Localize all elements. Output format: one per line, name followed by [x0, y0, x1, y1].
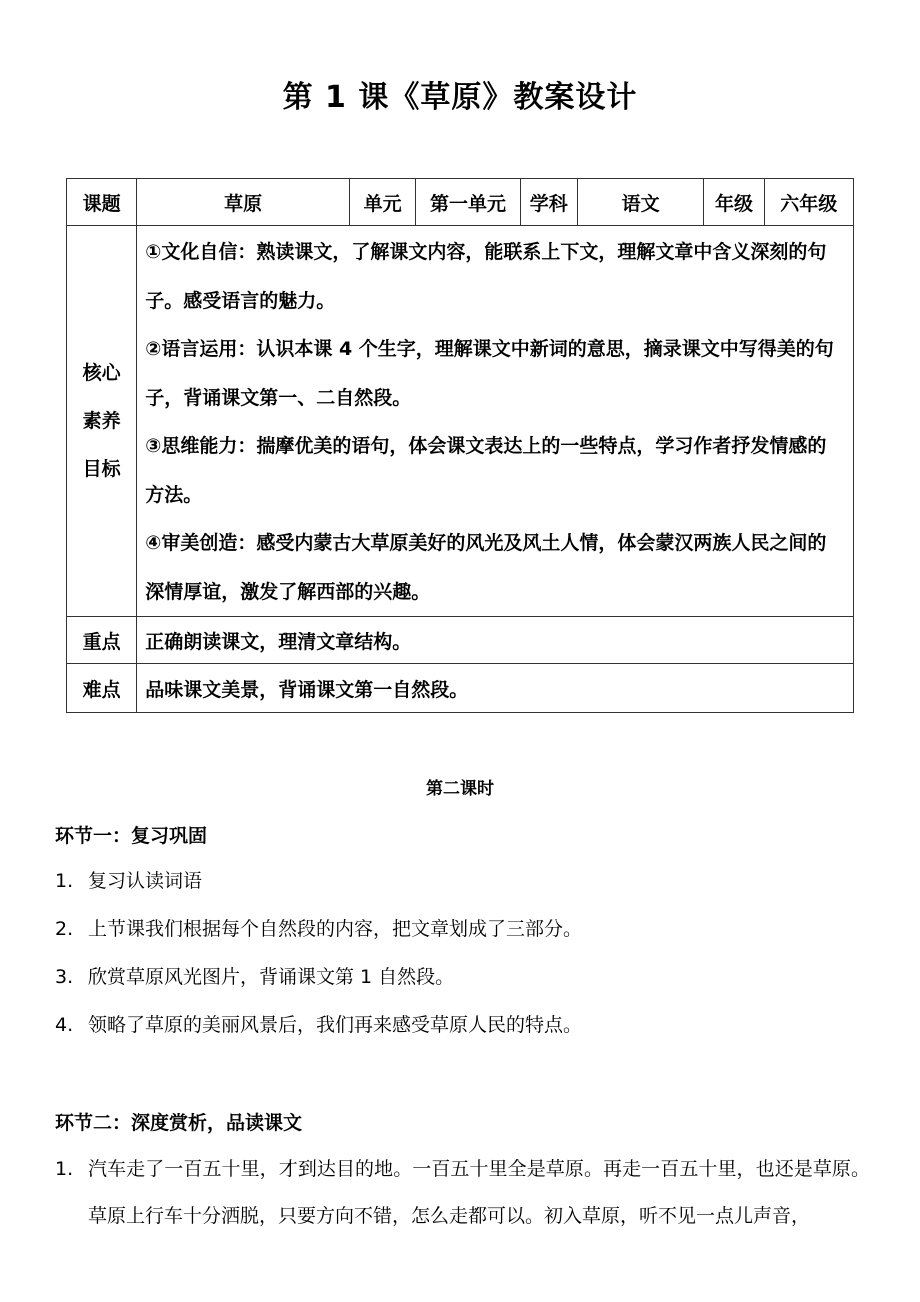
section-title: 第二课时: [426, 779, 494, 799]
list-item-text: 领略了草原的美丽风景后，我们再来感受草原人民的特点。: [88, 1014, 583, 1036]
key-point-value: 正确朗读课文，理清文章结构。: [137, 617, 854, 664]
subject-label: 学科: [520, 179, 577, 226]
list-item-number: 1.: [55, 1158, 74, 1180]
goals-content: [137, 226, 854, 617]
goal-item: ②语言运用：认识本课 4 个生字，理解课文中新词的意思，摘录课文中写得美的句子，背诵课文第一、二自然段。: [145, 338, 834, 409]
list-item-number: 3.: [55, 966, 74, 988]
grade-value: 六年级: [764, 179, 853, 226]
step2-heading: 环节二：深度赏析，品读课文: [55, 1112, 303, 1134]
list-item-number: 4.: [55, 1014, 74, 1036]
goal-item: ③思维能力：揣摩优美的语句，体会课文表达上的一些特点，学习作者抒发情感的方法。: [145, 435, 827, 506]
list-item-number: 2.: [55, 918, 74, 940]
goal-item: ④审美创造：感受内蒙古大草原美好的风光及风土人情，体会蒙汉两族人民之间的深情厚谊，激发了解西部的兴趣。: [145, 532, 827, 603]
list-item-text: 复习认读词语: [88, 870, 203, 892]
goals-label: [67, 226, 137, 617]
topic-label: 课题: [67, 179, 137, 226]
topic-value: 草原: [137, 179, 350, 226]
table-row: [67, 226, 854, 617]
list-item: [55, 1146, 870, 1240]
list-item-text: 汽车走了一百五十里，才到达目的地。一百五十里全是草原。再走一百五十里，也还是草原。草原上行车十分洒脱，只要方向不错，怎么走都可以。初入草原，听不见一点儿声音，: [88, 1158, 870, 1227]
difficulty-label: 难点: [67, 664, 137, 713]
list-item: [55, 858, 870, 905]
list-item: [55, 954, 870, 1001]
table-row: [67, 664, 854, 713]
list-item: [55, 1002, 870, 1049]
key-point-label: 重点: [67, 617, 137, 664]
document-title: 第 1 课《草原》教案设计: [282, 80, 638, 115]
list-item-number: 1.: [55, 870, 74, 892]
list-item-text: 上节课我们根据每个自然段的内容，把文章划成了三部分。: [88, 918, 583, 940]
table-row: [67, 179, 854, 226]
difficulty-value: 品味课文美景，背诵课文第一自然段。: [137, 664, 854, 713]
lesson-info-table: [66, 178, 854, 713]
goals-label-line: 核心: [82, 362, 121, 384]
goal-item: ①文化自信：熟读课文，了解课文内容，能联系上下文，理解文章中含义深刻的句子。感受语言的魅力。: [145, 241, 827, 312]
table-row: [67, 617, 854, 664]
list-item-text: 欣赏草原风光图片，背诵课文第 1 自然段。: [88, 966, 455, 988]
unit-value: 第一单元: [416, 179, 520, 226]
subject-value: 语文: [577, 179, 703, 226]
goals-label-line: 目标: [82, 458, 121, 480]
unit-label: 单元: [350, 179, 416, 226]
list-item: [55, 906, 870, 953]
step1-heading: 环节一：复习巩固: [55, 825, 208, 847]
grade-label: 年级: [704, 179, 764, 226]
goals-label-line: 素养: [82, 410, 121, 432]
